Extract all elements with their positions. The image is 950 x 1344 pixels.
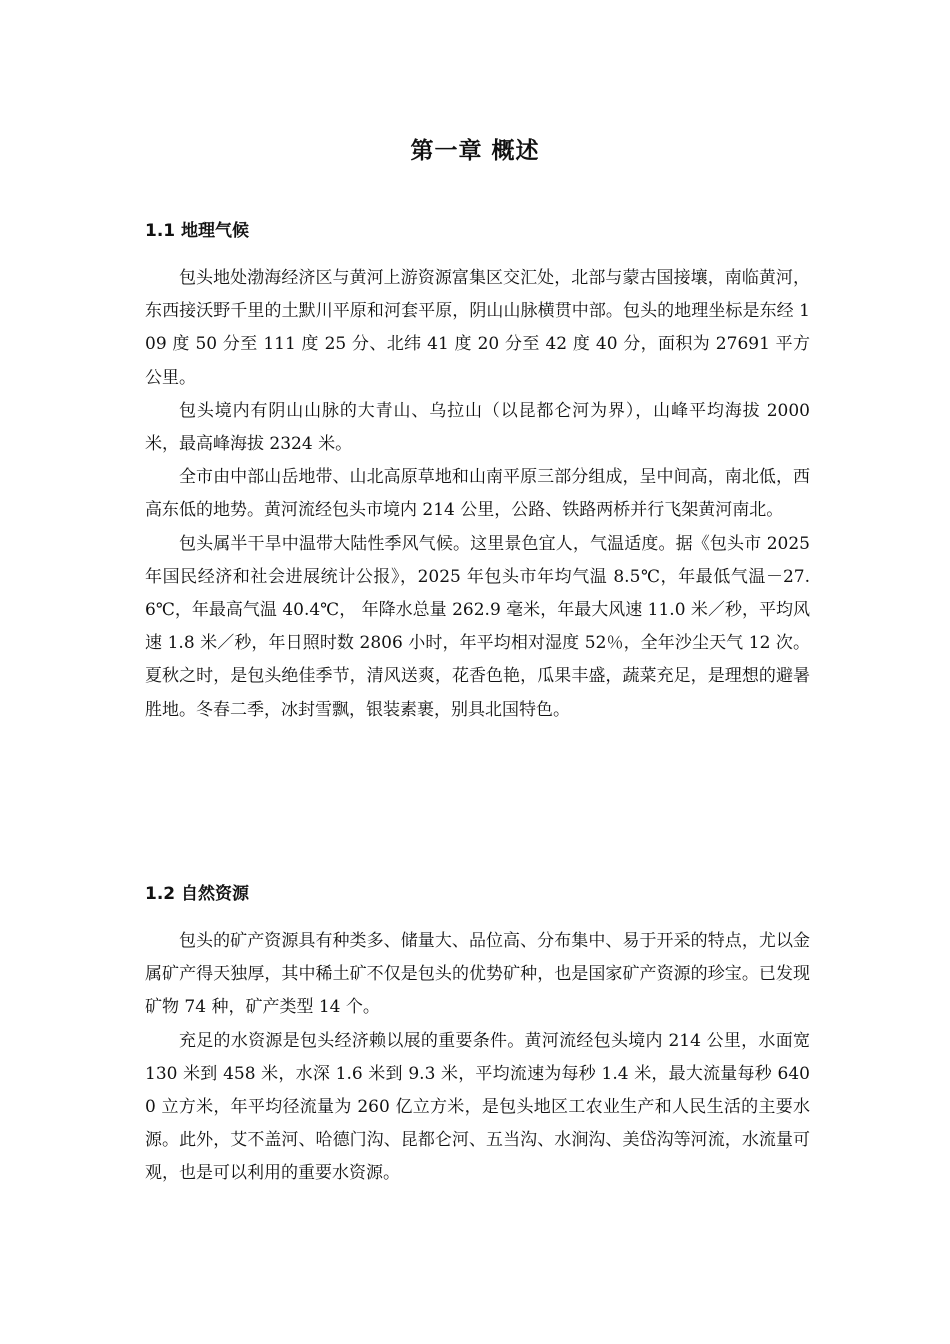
paragraph: 包头地处渤海经济区与黄河上游资源富集区交汇处，北部与蒙古国接壤，南临黄河，东西接沃野千里的土默川平原和河套平原，阴山山脉横贯中部。包头的地理坐标是东经 109 度 50 分至 111 度 25 分、北纬 41 度 20 分至 42 度 40 分，面积为 27691 平方公里。 (145, 268, 810, 388)
chapter-title: 第一章 概述 (410, 138, 540, 164)
paragraph: 充足的水资源是包头经济赖以展的重要条件。黄河流经包头境内 214 公里，水面宽 130 米到 458 米，水深 1.6 米到 9.3 米，平均流速为每秒 1.4 米，最大流量每秒 6400 立方米，年平均径流量为 260 亿立方米，是包头地区工农业生产和人民生活的主要水源。此外，艾不盖河、哈德门沟、昆都仑河、五当沟、水涧沟、美岱沟等河流，水流量可观，也是可以利用的重要水资源。 (145, 1030, 810, 1184)
section-heading-geography-climate: 1.1 地理气候 (145, 221, 250, 241)
paragraph: 包头属半干旱中温带大陆性季风气候。这里景色宜人，气温适度。据《包头市 2025 年国民经济和社会进展统计公报》，2025 年包头市年均气温 8.5℃，年最低气温－27.6℃，年最高气温 40.4℃， 年降水总量 262.9 毫米，年最大风速 11.0 米／秒，平均风速 1.8 米／秒，年日照时数 2806 小时，年平均相对湿度 52％，全年沙尘天气 12 次。夏秋之时，是包头绝佳季节，清风送爽，花香色艳，瓜果丰盛，蔬菜充足，是理想的避暑胜地。冬春二季，冰封雪飘，银装素裹，别具北国特色。 (145, 533, 810, 720)
paragraph: 包头境内有阴山山脉的大青山、乌拉山（以昆都仑河为界），山峰平均海拔 2000 米，最高峰海拔 2324 米。 (145, 400, 810, 455)
section-body-geography-climate (145, 262, 810, 727)
paragraph: 包头的矿产资源具有种类多、储量大、品位高、分布集中、易于开采的特点，尤以金属矿产得天独厚，其中稀土矿不仅是包头的优势矿种，也是国家矿产资源的珍宝。已发现矿物 74 种，矿产类型 14 个。 (145, 931, 810, 1018)
section-body-natural-resources (145, 925, 810, 1191)
paragraph: 全市由中部山岳地带、山北高原草地和山南平原三部分组成，呈中间高，南北低，西高东低的地势。黄河流经包头市境内 214 公里，公路、铁路两桥并行飞架黄河南北。 (145, 467, 810, 521)
section-heading-natural-resources: 1.2 自然资源 (145, 884, 250, 904)
